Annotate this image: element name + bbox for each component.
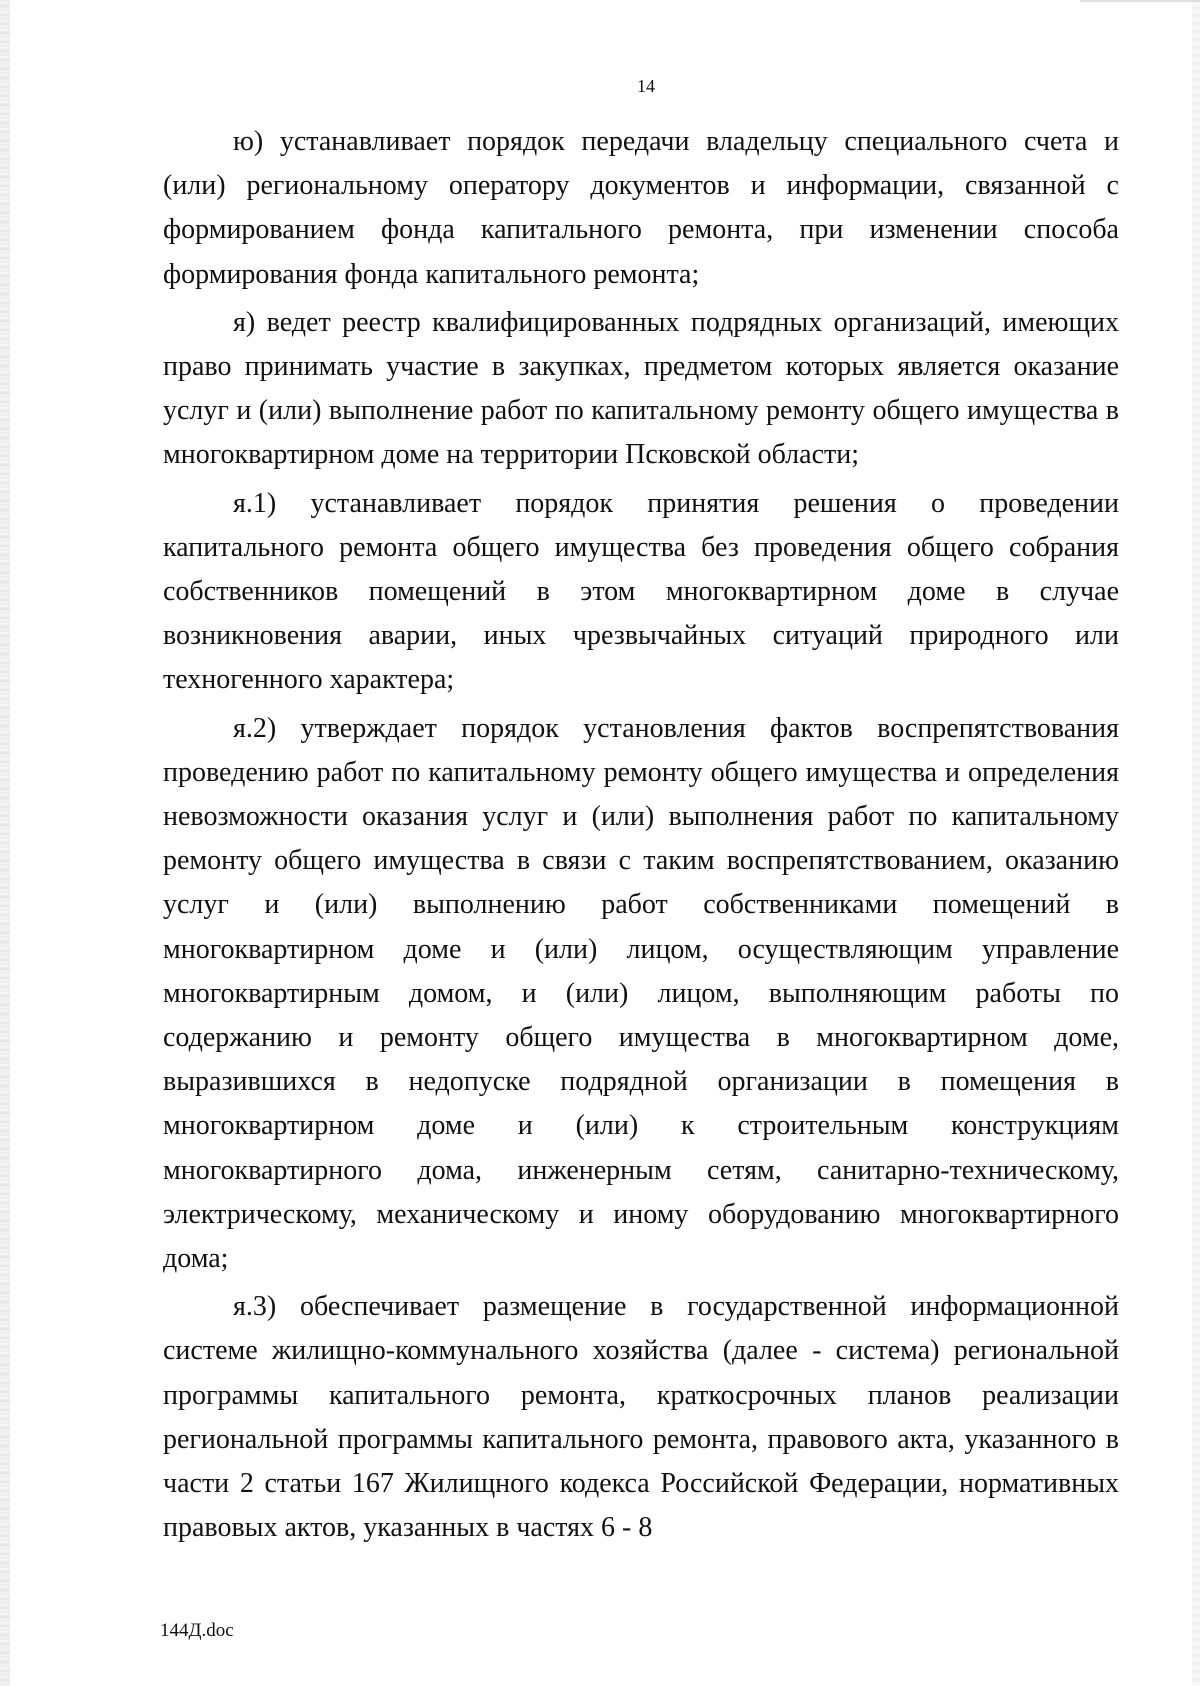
- paragraph-ya-2: я.2) утверждает порядок установления фактов воспрепятствования проведению работ по капитальному ремонту общего имущества и определения невозможности оказания услуг и (или) выполнения работ по капитальному ремонту общего имущества в связи с таким воспрепятствованием, оказанию услуг и (или) выполнению работ собственниками помещений в многоквартирном доме и (или) лицом, осуществляющим управление многоквартирным домом, и (или) лицом, выполняющим работы по содержанию и ремонту общего имущества в многоквартирном доме, выразившихся в недопуске подрядной организации в помещения в многоквартирном доме и (или) к строительным конструкциям многоквартирного дома, инженерным сетям, санитарно-техническому, электрическому, механическому и иному оборудованию многоквартирного дома;: [163, 712, 1119, 1275]
- paragraph-ya-3: я.3) обеспечивает размещение в государственной информационной системе жилищно-коммунального хозяйства (далее - система) региональной программы капитального ремонта, краткосрочных планов реализации региональной программы капитального ремонта, правового акта, указанного в части 2 статьи 167 Жилищного кодекса Российской Федерации, нормативных правовых актов, указанных в частях 6 - 8: [163, 1291, 1119, 1544]
- footer-filename: 144Д.doc: [160, 1620, 234, 1641]
- paragraph-yu: ю) устанавливает порядок передачи владельцу специального счета и (или) региональному оператору документов и информации, связанной с формированием фонда капитального ремонта, при изменении способа формирования фонда капитального ремонта;: [163, 126, 1119, 290]
- paragraph-ya-1: я.1) устанавливает порядок принятия решения о проведении капитального ремонта общего имущества без проведения общего собрания собственников помещений в этом многоквартирном доме в случае возникновения аварии, иных чрезвычайных ситуаций природного или техногенного характера;: [163, 487, 1119, 696]
- document-body: [163, 120, 1119, 1555]
- scan-edge-top: [1080, 0, 1200, 2]
- scan-edge-right: [1192, 0, 1200, 1686]
- page-number: 14: [637, 76, 655, 96]
- scan-edge-left: [0, 0, 10, 1686]
- paragraph-ya: я) ведет реестр квалифицированных подрядных организаций, имеющих право принимать участие в закупках, предметом которых является оказание услуг и (или) выполнение работ по капитальному ремонту общего имущества в многоквартирном доме на территории Псковской области;: [163, 306, 1119, 471]
